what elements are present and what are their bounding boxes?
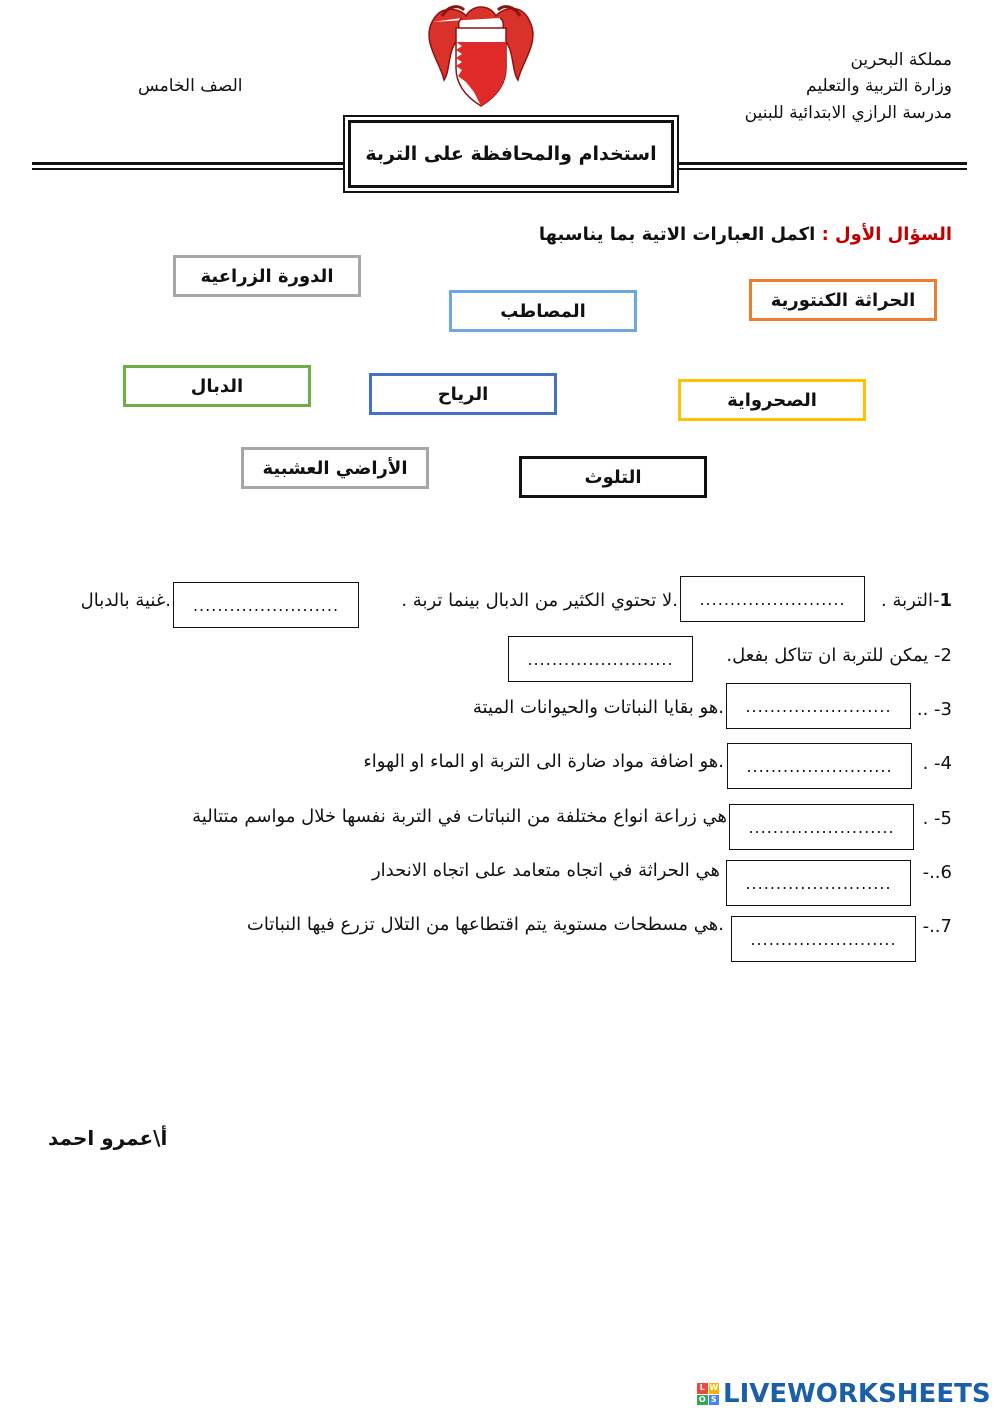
item-1-answer-1[interactable]: ........................ (680, 576, 865, 622)
item-4-dots: - . (922, 753, 941, 774)
country-name: مملكة البحرين (850, 50, 952, 70)
item-5-number: 5 (940, 808, 952, 829)
worksheet-title: استخدام والمحافظة على التربة (348, 120, 674, 188)
word-crop-rotation[interactable]: الدورة الزراعية (173, 255, 361, 297)
item-2-text (726, 645, 952, 666)
item-1-answer-2[interactable]: ........................ (173, 582, 359, 628)
item-5-answer[interactable]: ........................ (729, 804, 914, 850)
question-label: السؤال الأول : (821, 224, 952, 245)
item-7-prefix (923, 916, 952, 937)
item-6-text: هي الحراثة في اتجاه متعامد على اتجاه الانحدار (371, 860, 720, 881)
liveworksheets-logo (697, 1379, 991, 1409)
item-7-text: .هي مسطحات مستوية يتم اقتطاعها من التلال تزرع فيها النباتات (246, 914, 724, 935)
item-2-answer[interactable]: ........................ (508, 636, 693, 682)
ministry-name: وزارة التربية والتعليم (806, 76, 952, 96)
liveworksheets-badge-icon: L W O S (698, 1383, 719, 1404)
item-2-body: - يمكن للتربة ان تتاكل بفعل. (726, 645, 941, 666)
item-5-prefix (923, 808, 952, 829)
word-terraces[interactable]: المصاطب (449, 290, 637, 332)
item-4-answer[interactable]: ........................ (727, 743, 912, 789)
item-7-dots: ..- (922, 916, 941, 937)
item-6-dots: ..- (922, 862, 941, 883)
item-6-number: 6 (940, 862, 952, 883)
question-text: اكمل العبارات الاتية بما يناسبها (538, 224, 816, 245)
item-3-text: .هو بقايا النباتات والحيوانات الميتة (472, 697, 724, 718)
word-contour-plowing[interactable]: الحراثة الكنتورية (749, 279, 937, 321)
item-1-text-a: -التربة . (881, 590, 940, 611)
item-1-text-c: .غنية بالدبال (80, 590, 171, 611)
grade-label: الصف الخامس (138, 76, 243, 96)
word-wind[interactable]: الرياح (369, 373, 557, 415)
item-1-number: 1 (939, 590, 952, 611)
item-3-number: 3 (940, 699, 952, 720)
word-humus[interactable]: الدبال (123, 365, 311, 407)
item-7-answer[interactable]: ........................ (731, 916, 916, 962)
item-6-answer[interactable]: ........................ (726, 860, 911, 906)
liveworksheets-text: LIVEWORKSHEETS (723, 1379, 991, 1409)
item-1-start (881, 590, 952, 611)
bahrain-emblem-icon (422, 2, 540, 114)
item-5-dots: - . (922, 808, 941, 829)
word-desert[interactable]: الصحرواية (678, 379, 866, 421)
school-name: مدرسة الرازي الابتدائية للبنين (744, 103, 952, 123)
item-6-prefix (923, 862, 952, 883)
item-7-number: 7 (940, 916, 952, 937)
item-4-text: .هو اضافة مواد ضارة الى التربة او الماء او الهواء (363, 751, 724, 772)
item-2-number: 2 (940, 645, 952, 666)
word-grasslands[interactable]: الأراضي العشبية (241, 447, 429, 489)
item-1-text-b: .لا تحتوي الكثير من الدبال بينما تربة . (401, 590, 678, 611)
item-3-answer[interactable]: ........................ (726, 683, 911, 729)
item-5-text: هي زراعة انواع مختلفة من النباتات في التربة نفسها خلال مواسم متتالية (192, 806, 727, 827)
item-4-prefix (923, 753, 952, 774)
question-heading (539, 224, 952, 245)
item-3-prefix (917, 699, 952, 720)
word-pollution[interactable]: التلوث (519, 456, 707, 498)
item-3-dots: - .. (916, 699, 941, 720)
author-name: أ\عمرو احمد (48, 1126, 168, 1150)
item-4-number: 4 (940, 753, 952, 774)
